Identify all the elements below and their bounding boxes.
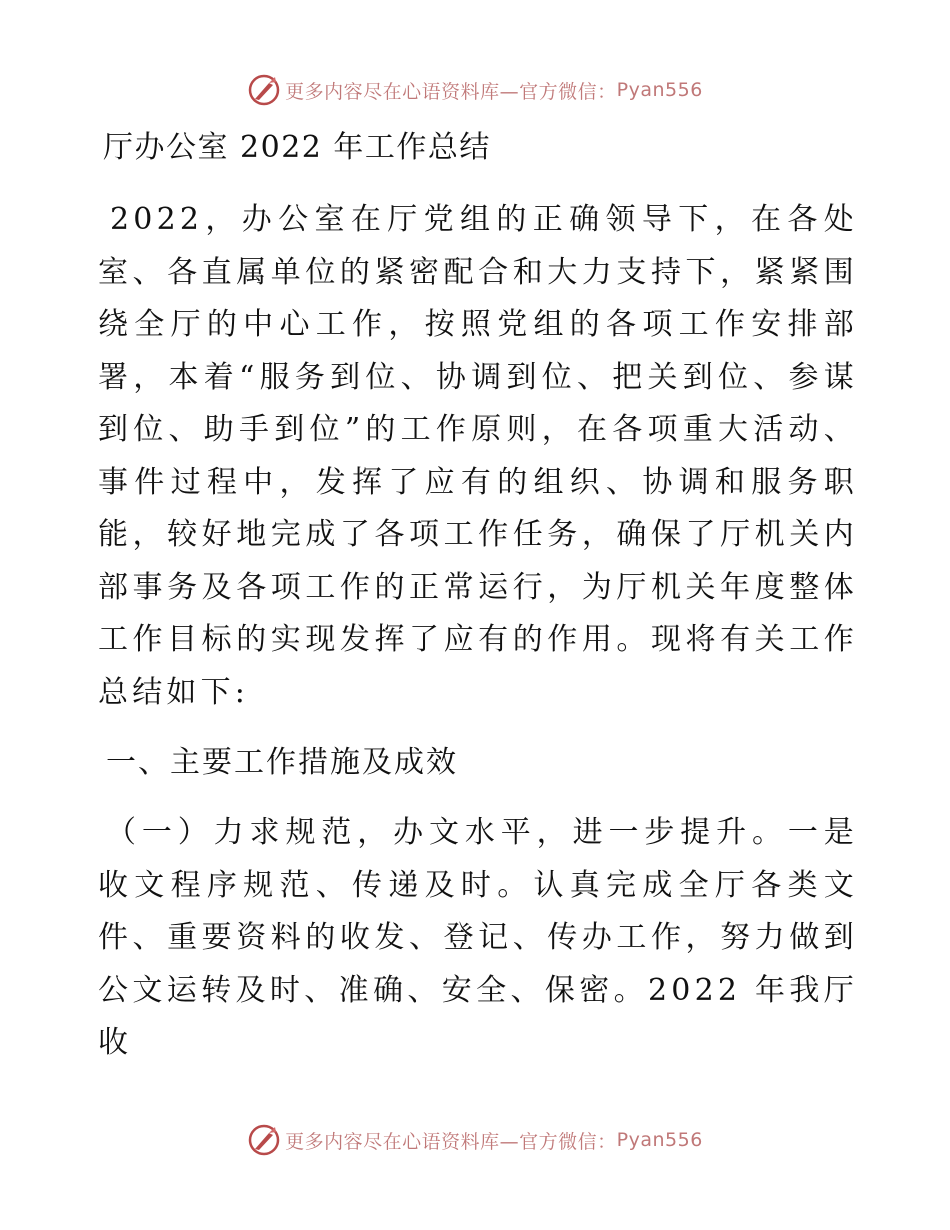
document-body <box>98 194 858 1070</box>
section-paragraph: （一）力求规范，办文水平，进一步提升。一是收文程序规范、传递及时。认真完成全厅各类文件、重要资料的收发、登记、传办工作，努力做到公文运转及时、准确、安全、保密。2022 年我厅收 <box>98 815 858 1060</box>
watermark-header <box>0 70 950 110</box>
intro-paragraph: 2022，办公室在厅党组的正确领导下，在各处室、各直属单位的紧密配合和大力支持下，紧紧围绕全厅的中心工作，按照党组的各项工作安排部署，本着“服务到位、协调到位、把关到位、参谋到位、助手到位”的工作原则，在各项重大活动、事件过程中，发挥了应有的组织、协调和服务职能，较好地完成了各项工作任务，确保了厅机关内部事务及各项工作的正常运行，为厅机关年度整体工作目标的实现发挥了应有的作用。现将有关工作总结如下: <box>98 202 858 710</box>
document-title: 厅办公室 2022 年工作总结 <box>103 130 491 165</box>
watermark-footer <box>0 1120 950 1160</box>
section-heading: 一、主要工作措施及成效 <box>106 745 458 780</box>
quill-pen-logo-icon <box>247 73 281 107</box>
watermark-text: 更多内容尽在心语资料库—官方微信： <box>285 1130 617 1153</box>
watermark-text: 更多内容尽在心语资料库—官方微信： <box>285 80 617 103</box>
quill-pen-logo-icon <box>247 1123 281 1157</box>
watermark-wechat-id: Pyan556 <box>616 79 703 101</box>
watermark-wechat-id: Pyan556 <box>616 1129 703 1151</box>
